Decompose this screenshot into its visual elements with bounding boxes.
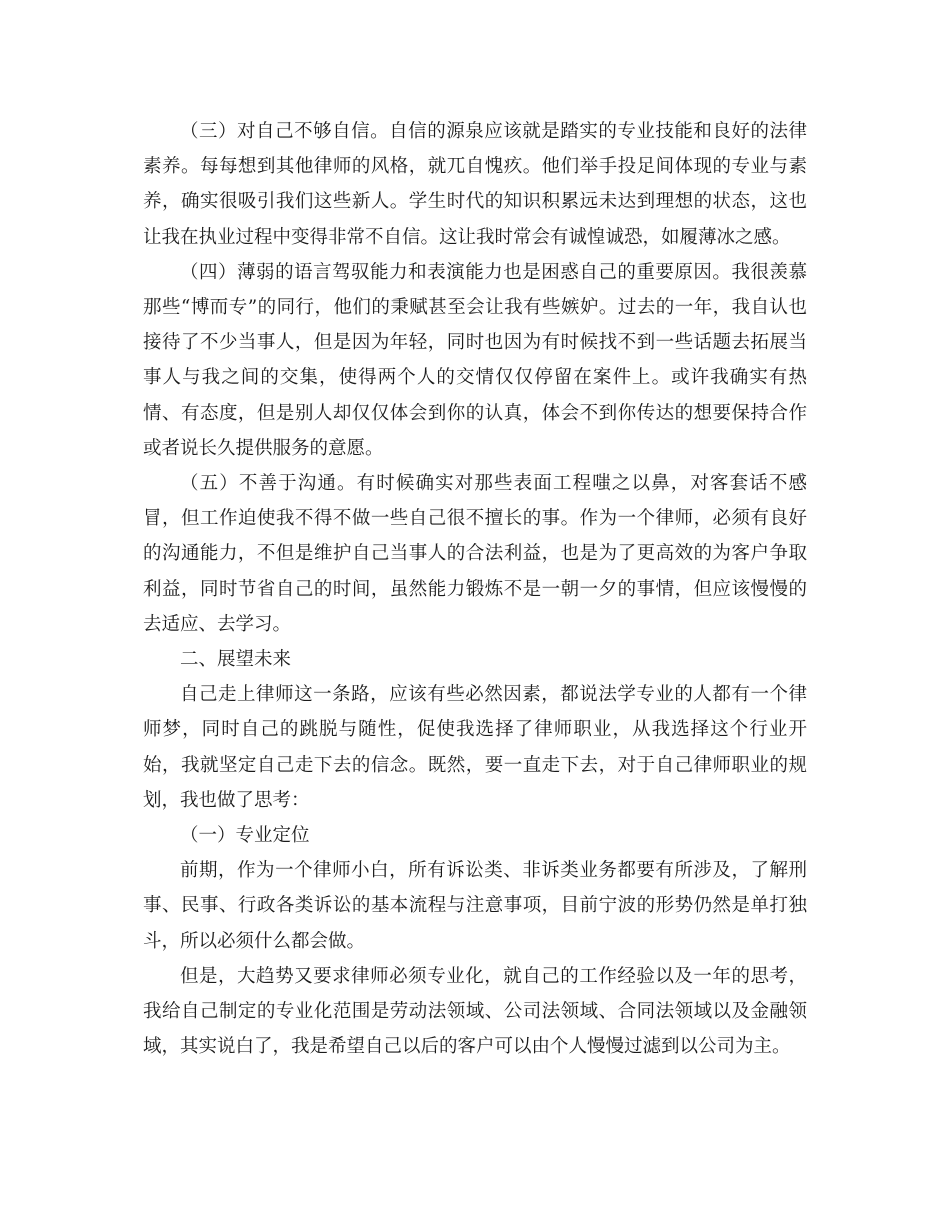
paragraph-weak-language-skills: （四）薄弱的语言驾驭能力和表演能力也是困惑自己的重要原因。我很羡慕那些“博而专”的同行，他们的秉赋甚至会让我有些嫉妒。过去的一年，我自认也接待了不少当事人，但是因为年轻，同时也因为有时候找不到一些话题去拓展当事人与我之间的交集，使得两个人的交情仅仅停留在案件上。或许我确实有热情、有态度，但是别人却仅仅体会到你的认真，体会不到你传达的想要保持合作或者说长久提供服务的意愿。 xyxy=(143,261,807,459)
paragraph-poor-communication: （五）不善于沟通。有时候确实对那些表面工程嗤之以鼻，对客套话不感冒，但工作迫使我不得不做一些自己很不擅长的事。作为一个律师，必须有良好的沟通能力，不但是维护自己当事人的合法利益，也是为了更高效的为客户争取利益，同时节省自己的时间，虽然能力锻炼不是一朝一夕的事情，但应该慢慢的去适应、去学习。 xyxy=(143,473,807,635)
document-body xyxy=(143,114,807,1064)
paragraph-specialization: 但是，大趋势又要求律师必须专业化，就自己的工作经验以及一年的思考，我给自己制定的专业化范围是劳动法领域、公司法领域、合同法领域以及金融领域，其实说白了，我是希望自己以后的客户可以由个人慢慢过滤到以公司为主。 xyxy=(143,965,807,1058)
paragraph-lack-of-confidence: （三）对自己不够自信。自信的源泉应该就是踏实的专业技能和良好的法律素养。每每想到其他律师的风格，就兀自愧疚。他们举手投足间体现的专业与素养，确实很吸引我们这些新人。学生时代的知识积累远未达到理想的状态，这也让我在执业过程中变得非常不自信。这让我时常会有诚惶诚恐，如履薄冰之感。 xyxy=(143,121,807,248)
subheading-professional-positioning: （一）专业定位 xyxy=(180,825,310,847)
section-heading-outlook: 二、展望未来 xyxy=(180,649,292,671)
paragraph-early-stage: 前期，作为一个律师小白，所有诉讼类、非诉类业务都要有所涉及，了解刑事、民事、行政各类诉讼的基本流程与注意事项，目前宁波的形势仍然是单打独斗，所以必须什么都会做。 xyxy=(143,860,807,952)
paragraph-career-choice: 自己走上律师这一条路，应该有些必然因素，都说法学专业的人都有一个律师梦，同时自己的跳脱与随性，促使我选择了律师职业，从我选择这个行业开始，我就坚定自己走下去的信念。既然，要一直走下去，对于自己律师职业的规划，我也做了思考： xyxy=(143,684,807,811)
